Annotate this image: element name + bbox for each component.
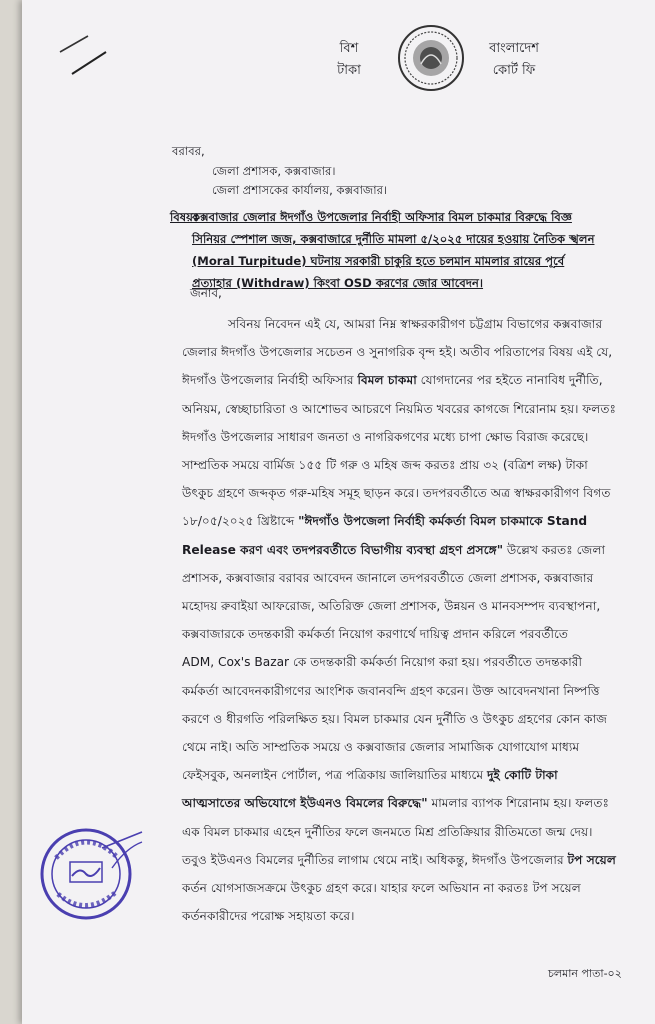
stamp-country-label: বাংলাদেশ কোর্ট ফি bbox=[489, 41, 539, 78]
body-line: ১৮/০৫/২০২৫ খ্রিষ্টাব্দে "ঈদগাঁও উপজেলা নির্বাহী কর্মকর্তা বিমল চাকমাকে Stand bbox=[182, 514, 588, 529]
court-fee-stamp bbox=[324, 38, 574, 98]
body-line: এক বিমল চাকমার এহেন দুর্নীতির ফলে জনমতে মিশ্র প্রতিক্রিয়ার রীতিমতো জন্ম দেয়। bbox=[182, 824, 593, 839]
body-line: ফেইসবুক, অনলাইন পোর্টাল, পত্র পত্রিকায় জালিয়াতির মাধ্যমে দুই কোটি টাকা bbox=[182, 768, 558, 783]
body-line: প্রশাসক, কক্সবাজার বরাবর আবেদন জানালে তদপরবর্তীতে জেলা প্রশাসক, কক্সবাজার bbox=[182, 570, 594, 585]
address-line-2: জেলা প্রশাসকের কার্যালয়, কক্সবাজার। bbox=[212, 183, 388, 197]
body-line: অনিয়ম, স্বেচ্ছাচারিতা ও আশোভব আচরণে নিয়মিত খবরের কাগজে শিরোনাম হয়। ফলতঃ bbox=[182, 401, 617, 416]
body-line: জেলার ঈদগাঁও উপজেলার সচেতন ও সুনাগরিক বৃন্দ হই। অতীব পরিতাপের বিষয় এই যে, bbox=[182, 345, 613, 360]
body-line: ADM, Cox's Bazar কে তদন্তকারী কর্মকর্তা নিয়োগ করা হয়। পরবর্তীতে তদন্তকারী bbox=[182, 655, 582, 670]
subject-line-1: কক্সবাজার জেলার ঈদগাঁও উপজেলার নির্বাহী অফিসার বিমল চাকমার বিরুদ্ধে বিজ্ঞ bbox=[192, 210, 572, 224]
body-line: ঈদগাঁও উপজেলার সাধারণ জনতা ও নাগরিকগণের মধ্যে চাপা ক্ষোভ বিরাজ করেছে। bbox=[182, 429, 589, 444]
body-line: তবুও ইউএনও বিমলের দুর্নীতির লাগাম থেমে নাই। অধিকন্তু, ঈদগাঁও উপজেলার টপ সয়েল bbox=[182, 852, 616, 867]
body-line: থেমে নাই। অতি সাম্প্রতিক সময়ে ও কক্সবাজার জেলার সামাজিক যোগাযোগ মাধ্যম bbox=[182, 740, 580, 755]
body-line: উৎকুচ গ্রহণে জব্দকৃত গরু-মহিষ সমূহ ছাড়ন করে। তদপরবর্তীতে অত্র স্বাক্ষরকারীগণ বিগত bbox=[182, 486, 611, 501]
body-line: করণে ও ধীরগতি পরিলক্ষিত হয়। বিমল চাকমার যেন দুর্নীতি ও উৎকুচ গ্রহণের কোন কাজ bbox=[182, 711, 608, 726]
body-line: সাম্প্রতিক সময়ে বার্মিজ ১৫৫ টি গরু ও মহিষ জব্দ করতঃ প্রায় ৩২ (বত্রিশ লক্ষ) টাকা bbox=[182, 458, 588, 473]
continued-page-note: চলমান পাতা-০২ bbox=[548, 967, 622, 980]
document-page bbox=[22, 0, 655, 1024]
pen-scratch-mark bbox=[54, 30, 114, 80]
body-line: Release করণ এবং তদপরবর্তীতে বিভাগীয় ব্যবস্থা গ্রহণ প্রসঙ্গে" উল্লেখ করতঃ জেলা bbox=[182, 542, 606, 557]
letter-body bbox=[182, 310, 650, 930]
address-line-1: জেলা প্রশাসক, কক্সবাজার। bbox=[212, 164, 336, 178]
body-line: মহোদয় রুবাইয়া আফরোজ, অতিরিক্ত জেলা প্রশাসক, উন্নয়ন ও মানবসম্পদ ব্যবস্থাপনা, bbox=[182, 599, 601, 614]
body-line: কর্তন যোগসাজসক্রমে উৎকুচ গ্রহণ করে। যাহার ফলে অভিযান না করতঃ টপ সয়েল bbox=[182, 881, 581, 896]
court-fee-emblem-icon bbox=[397, 24, 465, 92]
stamp-value-label: বিশ টাকা bbox=[337, 41, 361, 78]
subject-block bbox=[170, 206, 652, 294]
subject-line-2: সিনিয়র স্পেশাল জজ, কক্সবাজারে দুর্নীতি মামলা ৫/২০২৫ দায়ের হওয়ায় নৈতিক স্খলন bbox=[192, 232, 595, 246]
office-seal-stamp-icon bbox=[32, 818, 150, 928]
body-line: আত্মসাতের অভিযোগে ইউএনও বিমলের বিরুদ্ধে" মামলার ব্যাপক শিরোনাম হয়। ফলতঃ bbox=[182, 796, 609, 811]
subject-line-4: প্রত্যাহার (Withdraw) কিংবা OSD করণের জোর আবেদন। bbox=[192, 276, 484, 290]
body-line: কর্তনকারীদের পরোক্ষ সহায়তা করে। bbox=[182, 909, 355, 924]
body-line: ঈদগাঁও উপজেলার নির্বাহী অফিসার বিমল চাকমা যোগদানের পর হইতে নানাবিধ দুর্নীতি, bbox=[182, 373, 603, 388]
body-line: কর্মকর্তা আবেদনকারীগণের আংশিক জবানবন্দি গ্রহণ করেন। উক্ত আবেদনখানা নিষ্পত্তি bbox=[182, 683, 600, 698]
body-line: সবিনয় নিবেদন এই যে, আমরা নিম্ন স্বাক্ষরকারীগণ চট্টগ্রাম বিভাগের কক্সবাজার bbox=[228, 317, 603, 331]
address-to: বরাবর, bbox=[172, 144, 205, 158]
subject-label: বিষয়ঃ bbox=[170, 210, 200, 224]
body-line: কক্সবাজারকে তদন্তকারী কর্মকর্তা নিয়োগ করণার্থে দায়িত্ব প্রদান করিলে পরবর্তীতে bbox=[182, 627, 569, 642]
salutation: জনাব, bbox=[190, 286, 222, 300]
subject-line-3: (Moral Turpitude) ঘটনায় সরকারী চাকুরি হতে চলমান মামলার রায়ের পূর্বে bbox=[192, 254, 565, 268]
